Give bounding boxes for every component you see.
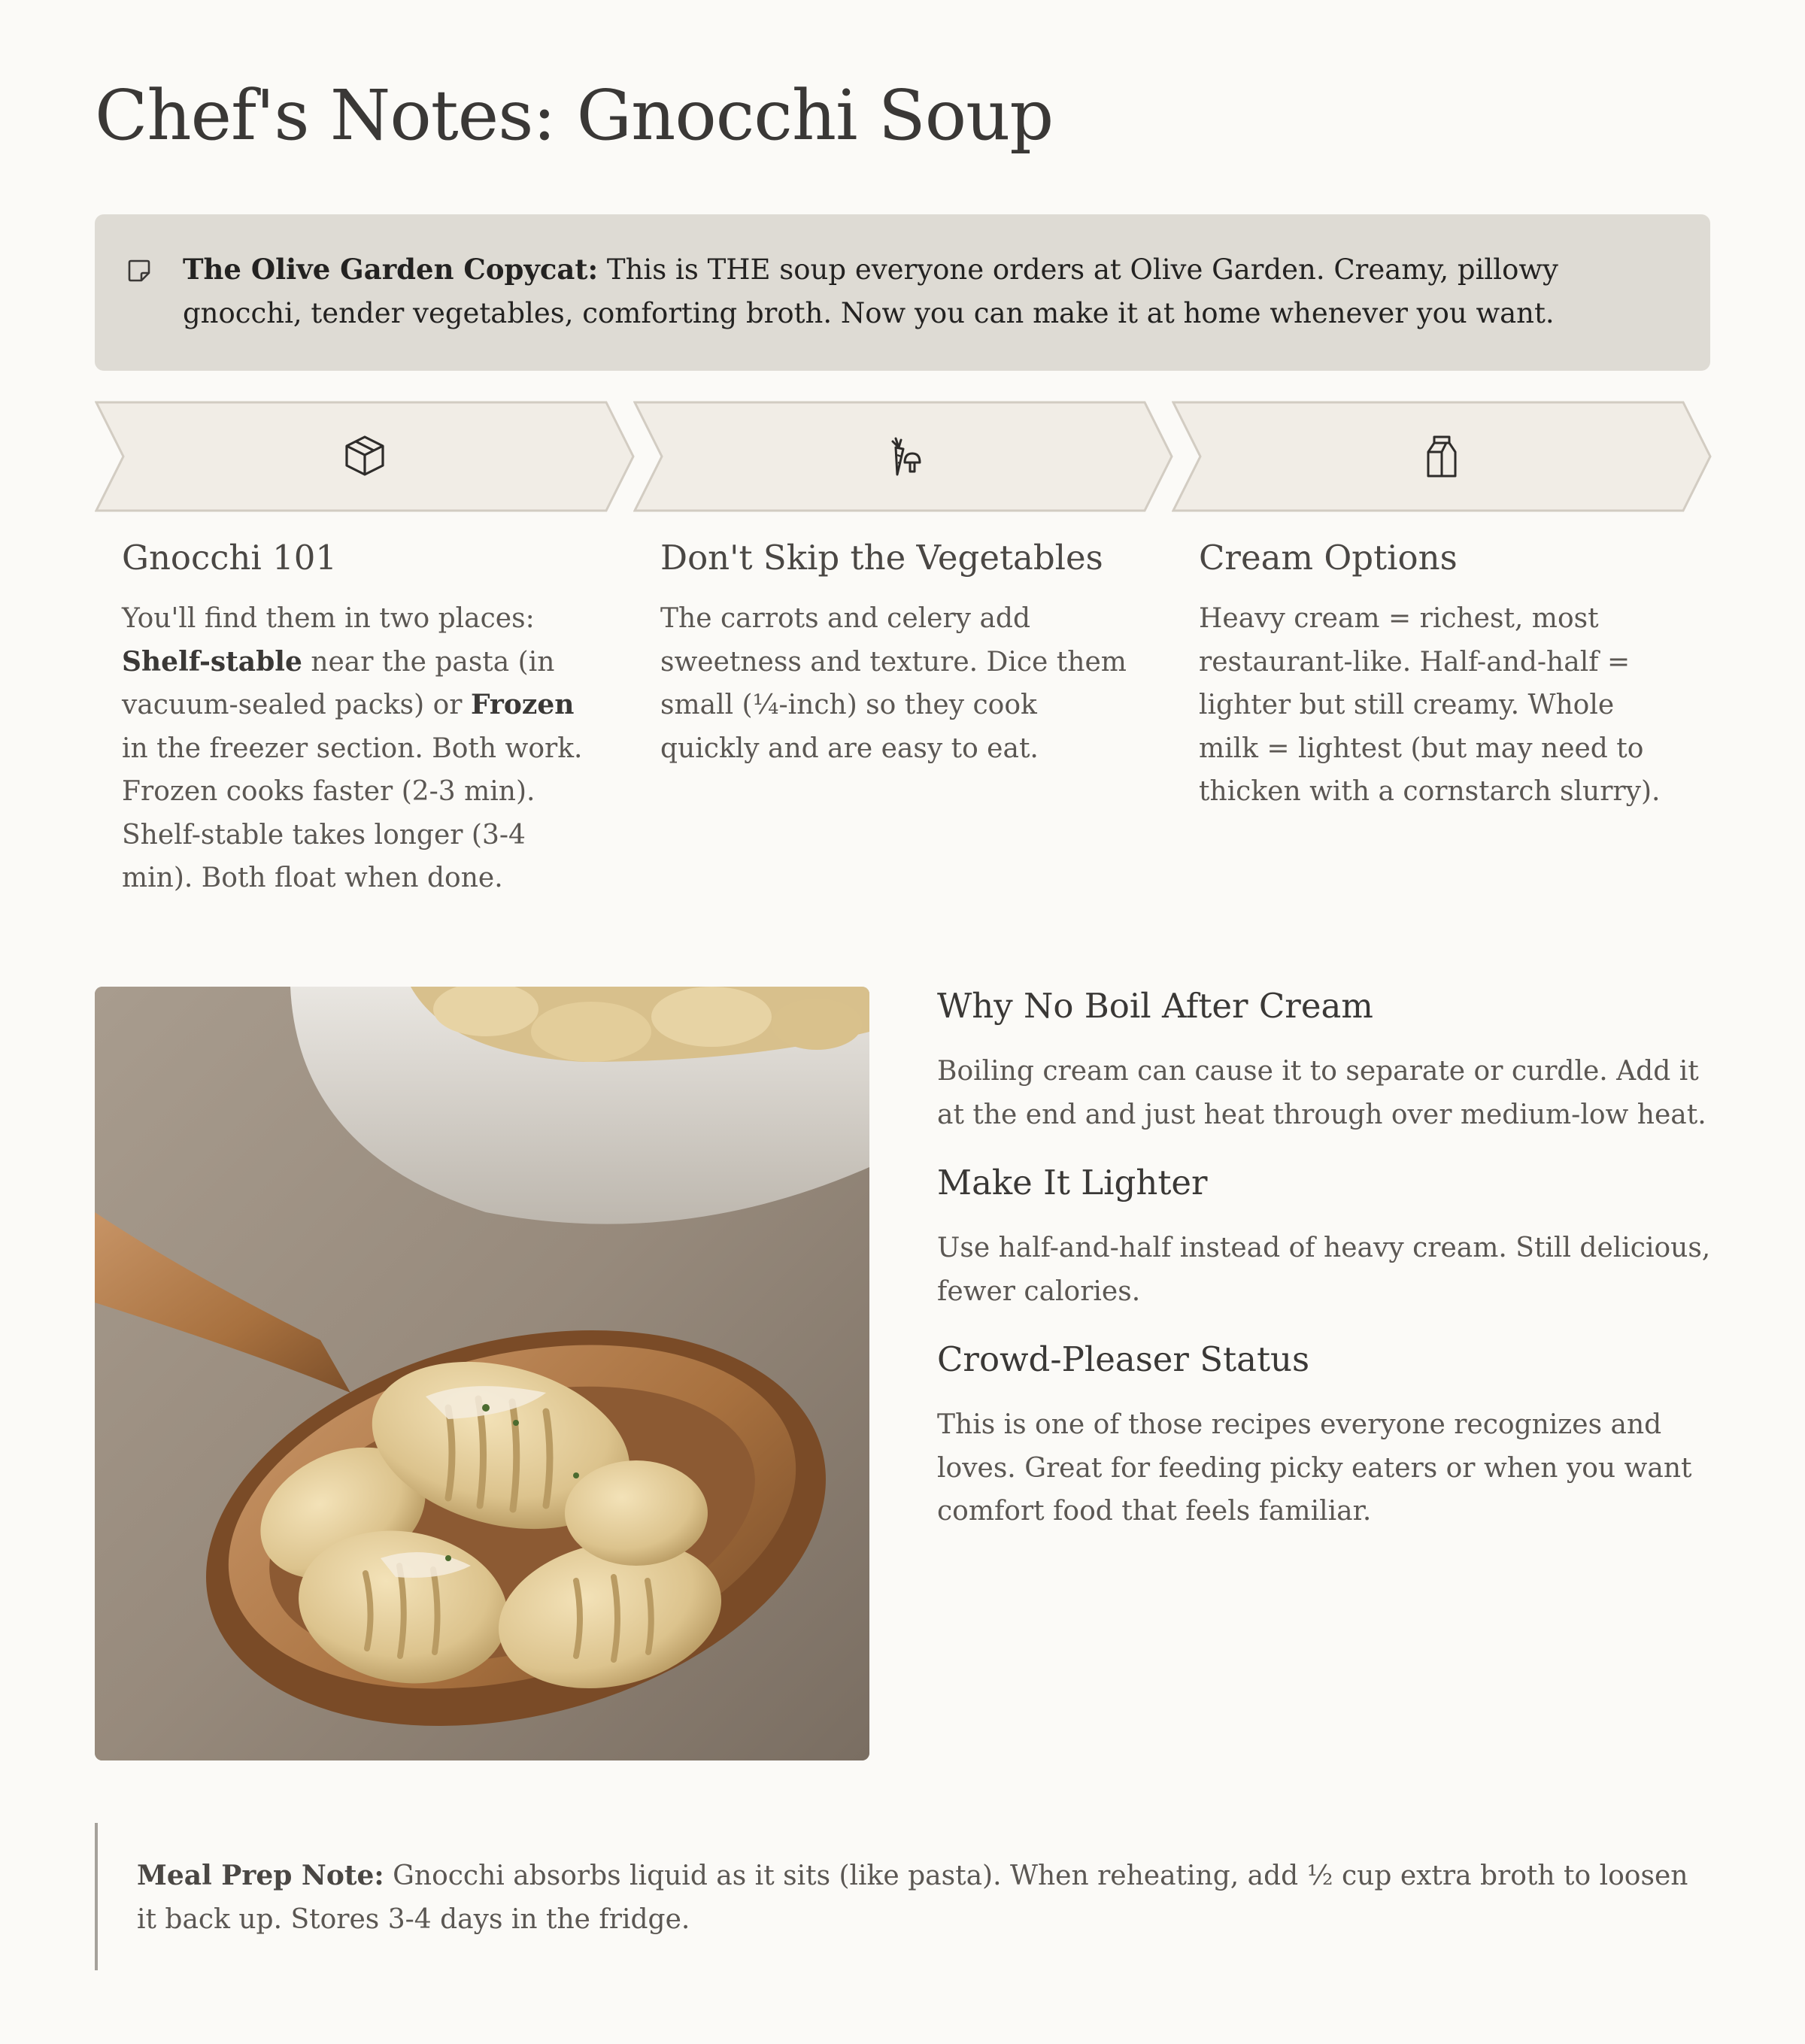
tip-text: Use half-and-half instead of heavy cream. Still delicious, fewer calories. <box>937 1233 1711 1307</box>
meal-prep-note <box>95 1823 1710 1970</box>
tip-heading: Make It Lighter <box>937 1163 1208 1202</box>
note-icon <box>126 258 152 284</box>
carrot-mushroom-icon <box>878 431 929 482</box>
column-text-bold: Shelf-stable <box>122 645 302 678</box>
tips-panel <box>937 984 1712 1533</box>
tip-text: Boiling cream can cause it to separate or curdle. Add it at the end and just heat through over medium-low heat. <box>937 1056 1706 1130</box>
feature-tiles <box>95 401 1710 512</box>
package-icon <box>339 431 390 482</box>
column-heading: Don't Skip the Vegetables <box>660 538 1103 578</box>
page-title: Chef's Notes: Gnocchi Soup <box>95 75 1054 156</box>
tile-vegetables <box>633 401 1173 512</box>
column-text-bold: Frozen <box>470 689 575 720</box>
milk-carton-icon <box>1416 431 1467 482</box>
intro-lead: The Olive Garden Copycat: <box>183 253 599 286</box>
column-text: Heavy cream = richest, most restaurant-like. Half-and-half = lighter but still creamy. Whole milk = lightest (but may need to thicken with a cornstarch slurry). <box>1199 603 1661 807</box>
tile-gnocchi <box>95 401 635 512</box>
intro-text: This is THE soup everyone orders at Olive Garden. Creamy, pillowy gnocchi, tender vegetables, comforting broth. Now you can make it at home whenever you want. <box>183 253 1558 329</box>
tip-text: This is one of those recipes everyone recognizes and loves. Great for feeding picky eaters or when you want comfort food that feels familiar. <box>937 1409 1692 1527</box>
meal-prep-text: Gnocchi absorbs liquid as it sits (like pasta). When reheating, add ½ cup extra broth to loosen it back up. Stores 3-4 days in the fridge. <box>137 1861 1688 1935</box>
column-vegetables <box>660 535 1142 770</box>
tip-heading: Crowd-Pleaser Status <box>937 1339 1310 1379</box>
column-text-part: in the freezer section. Both work. Frozen cooks faster (2-3 min). Shelf-stable takes longer (3-4 min). Both float when done. <box>122 732 583 893</box>
column-gnocchi-101 <box>122 535 603 900</box>
column-text-part: near the pasta (in vacuum-sealed packs) or <box>122 646 555 720</box>
meal-prep-lead: Meal Prep Note: <box>137 1860 384 1891</box>
tile-cream <box>1172 401 1712 512</box>
gnocchi-spoon-photo <box>95 987 869 1760</box>
tip-heading: Why No Boil After Cream <box>937 986 1373 1026</box>
column-cream-options <box>1199 535 1680 814</box>
column-text: The carrots and celery add sweetness and texture. Dice them small (¼-inch) so they cook quickly and are easy to eat. <box>660 603 1127 764</box>
column-heading: Gnocchi 101 <box>122 538 337 578</box>
gnocchi-illustration <box>95 987 869 1760</box>
column-text <box>122 597 603 900</box>
column-heading: Cream Options <box>1199 538 1458 578</box>
intro-callout <box>95 214 1710 371</box>
column-text-part: You'll find them in two places: <box>122 603 535 634</box>
